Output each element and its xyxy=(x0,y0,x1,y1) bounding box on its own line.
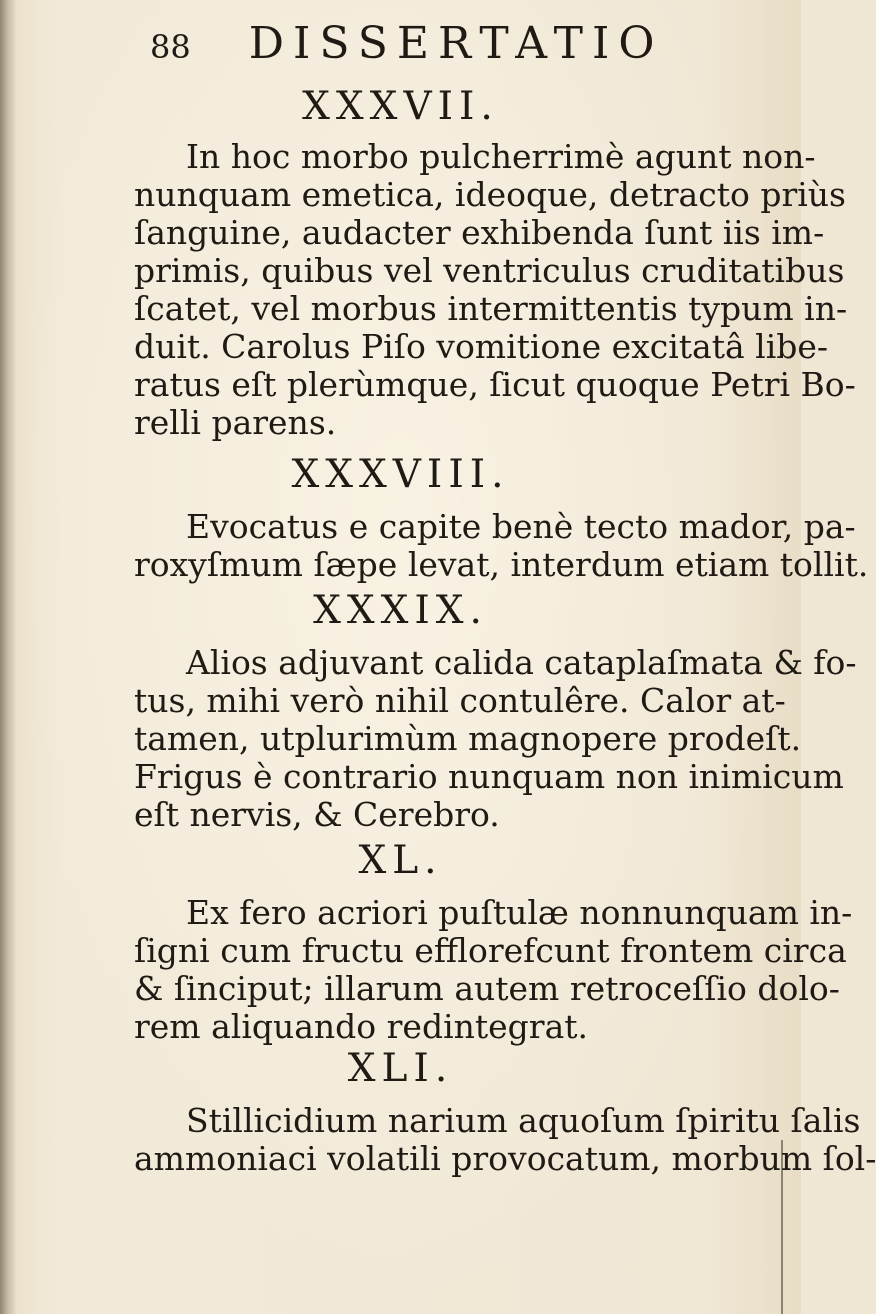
paragraph xyxy=(134,507,869,584)
paragraph xyxy=(134,643,857,834)
text-line: In hoc morbo pulcherrimè agunt non- xyxy=(186,137,816,176)
text-line: ſigni cum fructu efflorefcunt frontem circa xyxy=(134,931,847,970)
page-number: 88 xyxy=(150,28,191,66)
text-line: primis, quibus vel ventriculus cruditatibus xyxy=(134,251,845,290)
text-line: Evocatus e capite benè tecto mador, pa- xyxy=(186,507,856,546)
section-number: XXXVII. xyxy=(302,84,499,129)
text-line: roxyſmum ſæpe levat, interdum etiam tollit. xyxy=(134,545,869,584)
text-line: tus, mihi verò nihil contulêre. Calor at- xyxy=(134,681,786,720)
page-gutter-shadow xyxy=(0,0,16,1314)
section-number: XXXIX. xyxy=(313,588,488,633)
section-number: XXXVIII. xyxy=(291,452,510,497)
text-line: nunquam emetica, ideoque, detracto priùs xyxy=(134,175,846,214)
text-line: Stillicidium narium aquoſum ſpiritu ſalis xyxy=(186,1101,861,1140)
text-line: eſt nervis, & Cerebro. xyxy=(134,795,500,834)
text-line: duit. Carolus Piſo vomitione excitatâ libe- xyxy=(134,327,829,366)
text-line: rem aliquando redintegrat. xyxy=(134,1007,589,1046)
text-line: Frigus è contrario nunquam non inimicum xyxy=(134,757,844,796)
text-line: & ſinciput; illarum autem retroceſſio dolo- xyxy=(134,969,840,1008)
running-head xyxy=(150,18,710,78)
text-line: ammoniaci volatili provocatum, morbum ſol- xyxy=(134,1139,876,1178)
text-line: ſanguine, audacter exhibenda ſunt iis im- xyxy=(134,213,825,252)
section-number: XLI. xyxy=(347,1046,454,1091)
section-number: XL. xyxy=(358,838,443,883)
running-title: DISSERTATIO xyxy=(248,18,664,69)
text-line: ratus eſt plerùmque, ſicut quoque Petri Bo- xyxy=(134,365,856,404)
text-line: Ex fero acriori puſtulæ nonnunquam in- xyxy=(186,893,853,932)
text-line: relli parens. xyxy=(134,403,337,442)
paragraph xyxy=(134,1101,876,1178)
text-line: tamen, utplurimùm magnopere prodeſt. xyxy=(134,719,802,758)
paragraph xyxy=(134,893,853,1046)
text-line: Alios adjuvant calida cataplaſmata & fo- xyxy=(186,643,857,682)
paragraph xyxy=(134,137,856,442)
text-line: ſcatet, vel morbus intermittentis typum in- xyxy=(134,289,848,328)
